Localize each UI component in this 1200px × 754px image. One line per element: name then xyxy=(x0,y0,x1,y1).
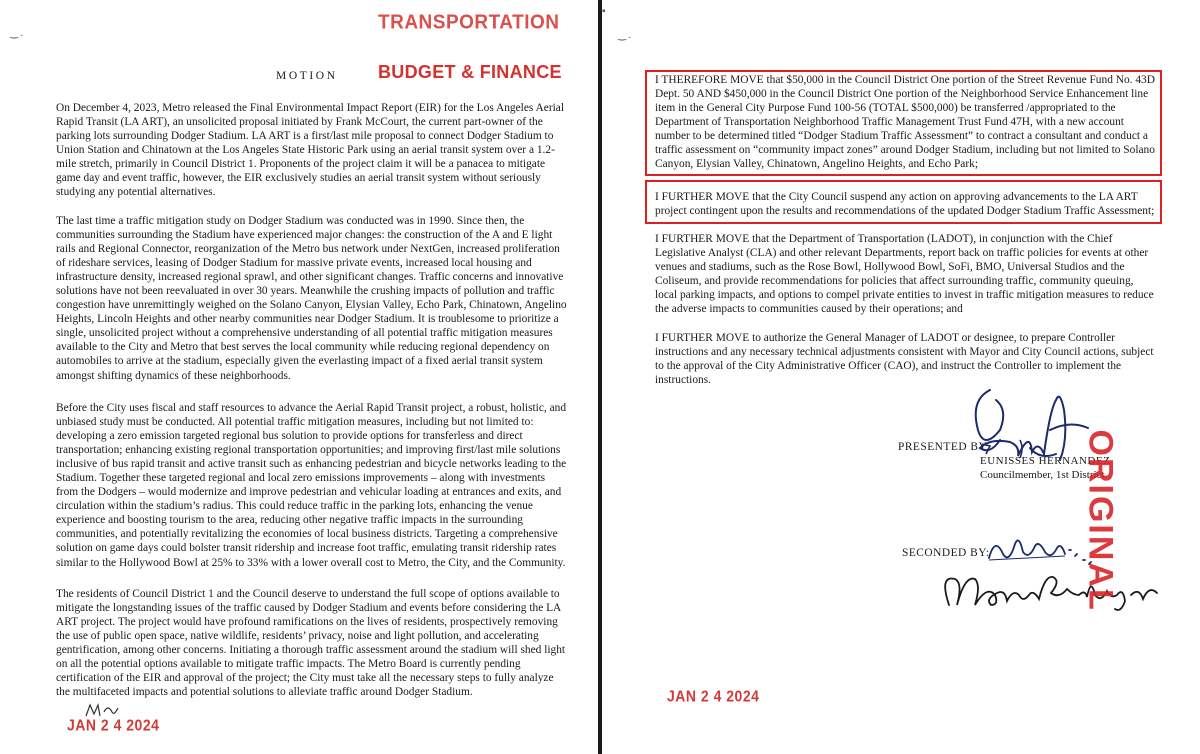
presenter-signature xyxy=(960,370,1100,480)
scan-mark: ▪ xyxy=(602,6,606,17)
original-stamp: ORIGINAL xyxy=(1081,429,1120,612)
paragraph-4: The residents of Council District 1 and the Council deserve to understand the full scope of options available to mitigate the longstanding issues of the traffic caused by Dodger Stadium and events before considering the LA ART project. The project would have profound ramifications on the lives of residents, prospectively removing the use of public open space, native wildlife, residents’ privacy, noise and light pollution, and accelerating gentrification, among other concerns. Initiating a thorough traffic assessment around the stadium will shed light on all the potential options available to mitigate traffic impacts. The Metro Board is currently pending certification of the EIR and approval of the project; the City must take all the necessary steps to fully analyze the multifaceted impacts and potential solutions to alleviate traffic around Dodger Stadium. xyxy=(56,588,566,699)
scan-mark: ‿ . xyxy=(618,30,632,41)
move-paragraph-4: I FURTHER MOVE to authorize the General Manager of LADOT or designee, to prepare Controller instructions and any necessary technical adjustments consistent with Mayor and City Council actions, subject to the approval of the City Administrative Officer (CAO), and instruct the Controller to implement the instructions. xyxy=(655,332,1154,387)
move-paragraph-1: I THEREFORE MOVE that $50,000 in the Council District One portion of the Street Revenue Fund No. 43D Dept. 50 AND $450,000 in the Council District One portion of the Neighborhood Service Enhancement line item in the General City Purpose Fund 100-56 (TOTAL $500,000) be transferred /appropriated to the Department of Transportation Neighborhood Traffic Management Trust Fund 47H, with a new account number to be determined titled “Dodger Stadium Traffic Assessment” to contract a consultant and conduct a traffic assessment on “community impact zones” around Dodger Stadium, including but not limited to Solano Canyon, Elysian Valley, Chinatown, Angelino Heights, and Echo Park; xyxy=(655,74,1155,171)
paragraph-2: The last time a traffic mitigation study on Dodger Stadium was conducted was in 1990. Since then, the communities surrounding the Stadium have experienced major changes: the construction of the A and E light rails and Regional Connector, reorganization of the Metro bus network under NextGen, increased proliferation of rideshare services, leasing of Dodger Stadium for massive private events, increased local housing and infrastructure density, increased regional sprawl, and other significant changes. Traffic concerns and innovative solutions have not been reevaluated in over 30 years. Meanwhile the crushing impacts of pollution and traffic congestion have unremittingly weighed on the Solano Canyon, Elysian Valley, Echo Park, Chinatown, Angelino Heights, Lincoln Heights and other nearby communities near Dodger Stadium. It is troublesome to prioritize a single, unsolicited project without a comprehensive understanding of all potential traffic mitigation measures available to the City and Metro that best serves the local community while reducing regional dependency on automobiles to arrive at the stadium, especially given the everlasting impact of a fixed aerial transit system amongst shifting dynamics of these neighborhoods. xyxy=(56,215,567,382)
highlight-box-second-motion xyxy=(645,180,1162,224)
presented-by-label: PRESENTED BY: xyxy=(898,441,990,453)
paragraph-3: Before the City uses fiscal and staff resources to advance the Aerial Rapid Transit project, a robust, holistic, and unbiased study must be conducted. All potential traffic mitigation measures, including but not limited to: developing a zero emission targeted regional bus solution to provide options for transferless and direct transportation; enhancing existing regional transportation opportunities; and improving first/last mile solutions inclusive of bus rapid transit and active transit such as enhancing pedestrian and bicycle networks leading to the Stadium. Together these targeted regional and local zero emissions improvements – along with investments from the Dodgers – would modernize and improve pedestrian and vehicular loading at entrances and exits, and circulation within the stadium’s radius. This could reduce traffic in the parking lots, enhancing the venue experience and boosting tourism to the area, reducing other negative traffic impacts in the surrounding communities, and potentially revitalizing the economies of local business districts. Targeting a comprehensive solution on game days could bolster transit ridership and increase foot traffic, emulating transit ridership rates similar to the Hollywood Bowl at 25% to 33% with a lower overall cost to Metro, the City, and the Community. xyxy=(56,402,567,569)
move-paragraph-3: I FURTHER MOVE that the Department of Transportation (LADOT), in conjunction with the Chief Legislative Analyst (CLA) and other relevant Departments, report back on traffic policies for events at other venues and stadiums, such as the Rose Bowl, Hollywood Bowl, SoFi, BMO, Universal Studios and the Coliseum, and provide recommendations for policies that affect surrounding traffic, community queuing, local parking impacts, and options to compel private entities to invest in traffic mitigation measures to reduce the adverse impacts to communities caused by their operations; and xyxy=(655,233,1154,316)
transportation-stamp: TRANSPORTATION xyxy=(378,11,560,34)
received-date-stamp: JAN 2 4 2024 xyxy=(67,715,160,735)
seconded-by-label: SECONDED BY: xyxy=(902,547,990,559)
received-date-stamp: JAN 2 4 2024 xyxy=(667,686,760,706)
presenter-title: Councilmember, 1st District xyxy=(980,469,1105,481)
presenter-name: EUNISSES HERNANDEZ xyxy=(980,455,1111,467)
budget-finance-stamp: BUDGET & FINANCE xyxy=(378,62,562,82)
scan-mark: ‿ . xyxy=(10,28,24,39)
move-paragraph-2: I FURTHER MOVE that the City Council suspend any action on approving advancements to the LA ART project contingent upon the results and recommendations of the updated Dodger Stadium Traffic Assessment; xyxy=(655,191,1155,218)
highlight-box-first-motion xyxy=(645,70,1162,176)
motion-title: MOTION xyxy=(276,70,338,82)
paragraph-1: On December 4, 2023, Metro released the Final Environmental Impact Report (EIR) for the Los Angeles Aerial Rapid Transit (LA ART), an unsolicited proposal initiated by Frank McCourt, the current part-owner of the parking lots surrounding Dodger Stadium. LA ART is a first/last mile proposal to connect Dodger Stadium to Union Station and Chinatown at the Los Angeles State Historic Park using an aerial transit system over a 1.2-mile stretch, primarily in Council District 1. Proponents of the project claim it will be a panacea to mitigate game day and event traffic, however, the EIR exclusively studies an aerial transit system without seriously studying any potential alternatives. xyxy=(56,102,564,199)
seconder-signature xyxy=(935,565,1175,615)
left-document-page xyxy=(0,0,598,754)
seconder-initials xyxy=(985,530,1095,566)
